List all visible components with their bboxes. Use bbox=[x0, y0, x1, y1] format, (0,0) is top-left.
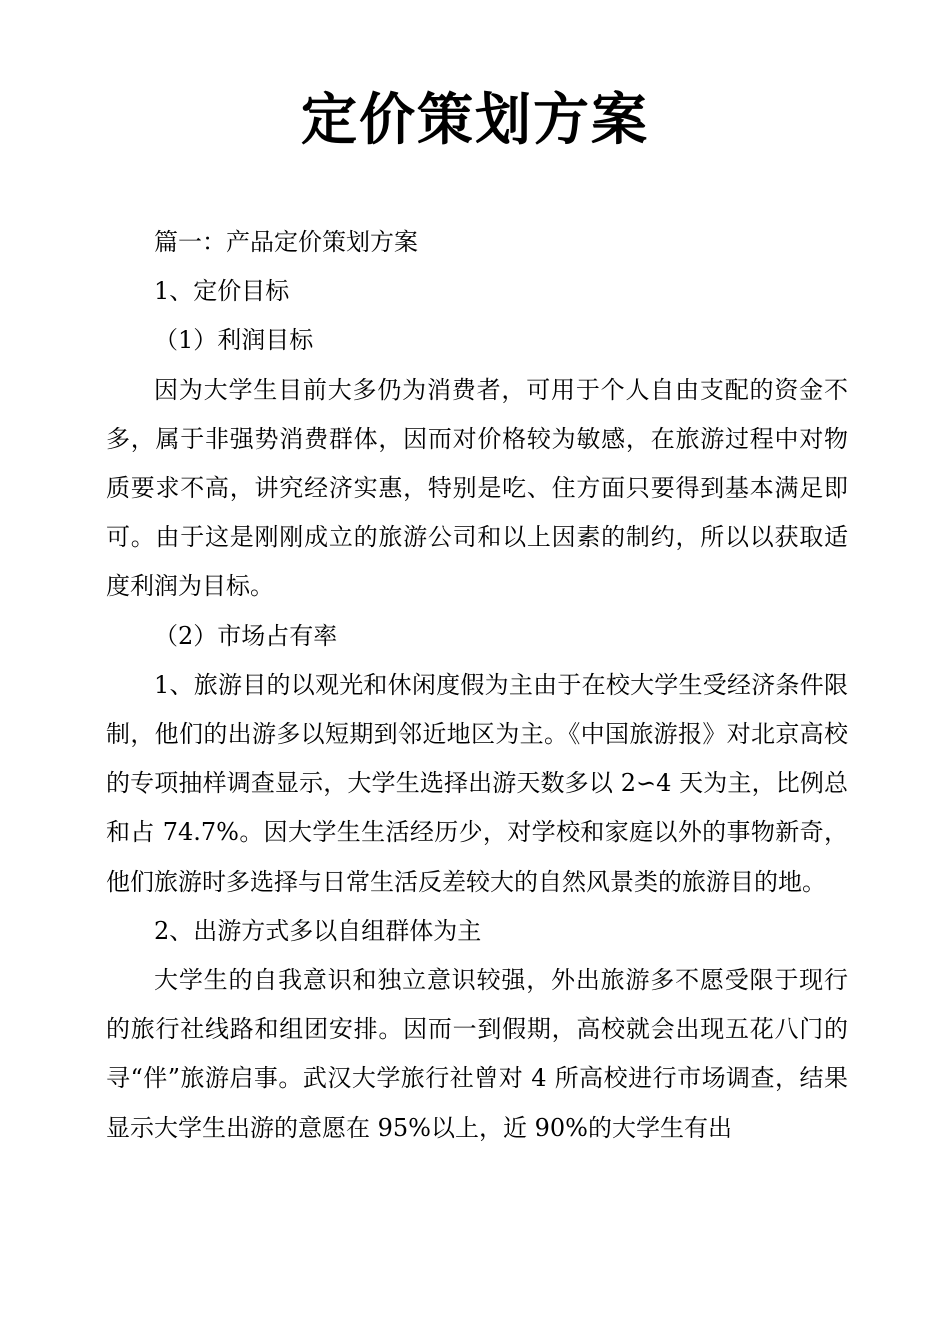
subsection-heading: （2）市场占有率 bbox=[154, 621, 338, 650]
body-paragraph: 因为大学生目前大多仍为消费者，可用于个人自由支配的资金不多，属于非强势消费群体，因而对价格较为敏感，在旅游过程中对物质要求不高，讲究经济实惠，特别是吃、住方面只要得到基本满足即可。由于这是刚刚成立的旅游公司和以上因素的制约，所以以获取适度利润为目标。 bbox=[106, 375, 848, 601]
section-heading: 篇一：产品定价策划方案 bbox=[154, 228, 418, 256]
subsection-heading: （1）利润目标 bbox=[154, 326, 314, 355]
body-paragraph: 1、旅游目的以观光和休闲度假为主由于在校大学生受经济条件限制，他们的出游多以短期到邻近地区为主。《中国旅游报》对北京高校的专项抽样调查显示，大学生选择出游天数多以 2∽4 天为主，比例总和占 74.7%。因大学生生活经历少，对学校和家庭以外的事物新奇，他们旅游时多选择与日常生活反差较大的自然风景类的旅游目的地。 bbox=[106, 670, 848, 896]
subsection-heading: 2、出游方式多以自组群体为主 bbox=[154, 916, 482, 945]
document-body bbox=[106, 218, 848, 1153]
document-title: 定价策划方案 bbox=[301, 88, 649, 153]
subsection-heading: 1、定价目标 bbox=[154, 277, 290, 306]
body-paragraph: 大学生的自我意识和独立意识较强，外出旅游多不愿受限于现行的旅行社线路和组团安排。因而一到假期，高校就会出现五花八门的寻“伴”旅游启事。武汉大学旅行社曾对 4 所高校进行市场调查，结果显示大学生出游的意愿在 95%以上，近 90%的大学生有出 bbox=[106, 966, 848, 1142]
